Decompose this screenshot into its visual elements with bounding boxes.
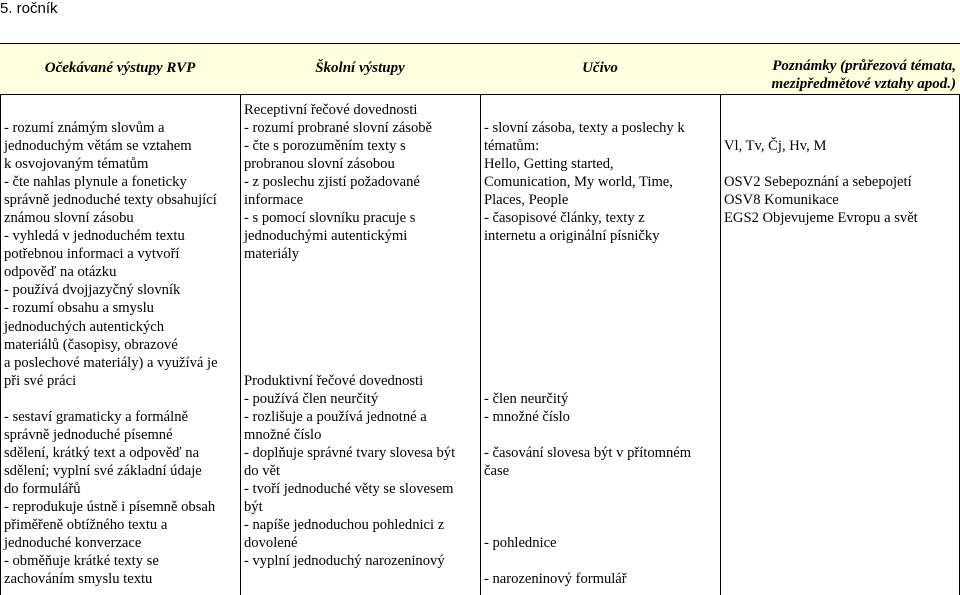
rvp-line: - používá dvojjazyčný slovník (4, 282, 181, 299)
rvp-line: jednoduchým větám se vztahem (4, 138, 192, 155)
curriculum-line: internetu a originální písničky (484, 228, 660, 245)
school-line: - tvoří jednoduché věty se slovesem (244, 480, 454, 497)
curriculum-line (484, 299, 691, 317)
school-line (244, 336, 455, 354)
rvp-line: - rozumí známým slovům a (4, 120, 165, 136)
notes-line (724, 155, 918, 173)
school-line: - vyplní jednoduchý narozeninový (244, 553, 445, 570)
column-header-notes (720, 57, 956, 93)
rvp-line: - čte nahlas plynule a foneticky (4, 174, 187, 191)
curriculum-line: čase (484, 462, 510, 479)
rvp-line: - reprodukuje ústně i písemně obsah (4, 498, 216, 515)
curriculum-line: - časování slovesa být v přítomném (484, 444, 692, 461)
column-divider-2 (480, 94, 481, 595)
school-line: jednoduchými autentickými (244, 228, 408, 245)
rvp-line: - obměňuje krátké texty se (4, 553, 159, 570)
rvp-line: materiálů (časopisy, obrazové (4, 336, 178, 353)
school-line: Produktivní řečové dovednosti (244, 372, 424, 389)
notes-line: EGS2 Objevujeme Evropu a svět (724, 210, 918, 227)
curriculum-line (484, 426, 691, 444)
curriculum-line: - slovní zásoba, texty a poslechy k (484, 120, 685, 136)
column-header-rvp-outputs: Očekávané výstupy RVP (44, 60, 196, 76)
curriculum-line (484, 498, 691, 516)
curriculum-line (484, 245, 691, 263)
school-line: informace (244, 192, 304, 209)
rvp-line: a poslechové materiály) a využívá je (4, 354, 218, 371)
rvp-line: sdělení, krátký text a odpověď na (4, 444, 200, 461)
column-school-outputs (244, 101, 455, 570)
notes-line: OSV2 Sebepoznání a sebepojetí (724, 174, 912, 191)
school-line (244, 263, 455, 281)
school-line: Receptivní řečové dovednosti (244, 102, 418, 118)
rvp-line: - vyhledá v jednoduchém textu (4, 228, 185, 245)
school-line: - z poslechu zjistí požadované (244, 174, 420, 191)
curriculum-line: tématům: (484, 138, 540, 155)
curriculum-line: - pohlednice (484, 535, 557, 552)
curriculum-line (484, 516, 691, 534)
school-line: materiály (244, 246, 300, 263)
rvp-line: potřebnou informaci a vytvoří (4, 246, 180, 263)
school-line: - rozlišuje a používá jednotné a (244, 408, 427, 425)
rvp-line: jednoduché konverzace (4, 535, 142, 552)
school-line: - rozumí probrané slovní zásobě (244, 120, 433, 137)
rvp-line: zachováním smyslu textu (4, 571, 153, 588)
rvp-line: jednoduchých autentických (4, 318, 165, 335)
column-header-curriculum: Učivo (582, 60, 618, 76)
rvp-line: známou slovní zásobu (4, 210, 134, 227)
table-top-border (0, 43, 960, 44)
rvp-line: - sestaví gramaticky a formálně (4, 408, 188, 425)
curriculum-line: - časopisové články, texty z (484, 210, 645, 227)
page-heading: 5. ročník (0, 0, 58, 17)
rvp-line: správně jednoduché písemné (4, 426, 173, 443)
rvp-line: správně jednoduché texty obsahující (4, 192, 217, 209)
table-left-border (0, 94, 1, 595)
school-line: - doplňuje správné tvary slovesa být (244, 444, 456, 461)
curriculum-line (484, 480, 691, 498)
school-line (244, 318, 455, 336)
school-line: probranou slovní zásobou (244, 156, 395, 173)
column-divider-3 (720, 94, 721, 595)
rvp-line: - rozumí obsahu a smyslu (4, 300, 154, 317)
rvp-line: odpověď na otázku (4, 264, 117, 281)
rvp-line: k osvojovaným tématům (4, 156, 149, 173)
school-line: do vět (244, 462, 281, 479)
school-line: množné číslo (244, 426, 322, 443)
notes-line: Vl, Tv, Čj, Hv, M (724, 138, 827, 154)
school-line: být (244, 499, 263, 516)
curriculum-line (484, 263, 691, 281)
curriculum-line (484, 318, 691, 336)
rvp-line: do formulářů (4, 480, 81, 497)
column-header-school-outputs: Školní výstupy (315, 60, 405, 76)
curriculum-line: - narozeninový formulář (484, 571, 627, 588)
curriculum-line: Comunication, My world, Time, (484, 174, 673, 191)
school-line (244, 281, 455, 299)
curriculum-line (484, 372, 691, 390)
column-header-notes-line2: mezipředmětové vztahy apod.) (771, 76, 956, 92)
school-line (244, 300, 455, 318)
curriculum-line (484, 336, 691, 354)
notes-line: OSV8 Komunikace (724, 192, 839, 209)
curriculum-line: - množné číslo (484, 408, 570, 425)
school-line: dovolené (244, 535, 298, 552)
rvp-line (4, 390, 218, 408)
school-line: - používá člen neurčitý (244, 390, 379, 407)
curriculum-line: Places, People (484, 192, 569, 209)
school-line: - napíše jednoduchou pohlednici z (244, 517, 445, 534)
school-line (244, 354, 455, 372)
school-line: - s pomocí slovníku pracuje s (244, 210, 416, 227)
column-divider-1 (240, 94, 241, 595)
curriculum-line (484, 354, 691, 372)
column-notes (724, 137, 918, 227)
curriculum-line (484, 281, 691, 299)
curriculum-line: - člen neurčitý (484, 390, 569, 407)
rvp-line: při své práci (4, 372, 77, 389)
rvp-line: přiměřeně obtížného textu a (4, 517, 168, 534)
column-curriculum (484, 119, 691, 588)
column-rvp-outputs (4, 119, 218, 588)
curriculum-line (484, 552, 691, 570)
school-line: - čte s porozuměním texty s (244, 138, 406, 155)
curriculum-line: Hello, Getting started, (484, 156, 614, 173)
column-header-notes-line1: Poznámky (průřezová témata, (772, 58, 956, 74)
rvp-line: sdělení; vyplní své základní údaje (4, 462, 202, 479)
